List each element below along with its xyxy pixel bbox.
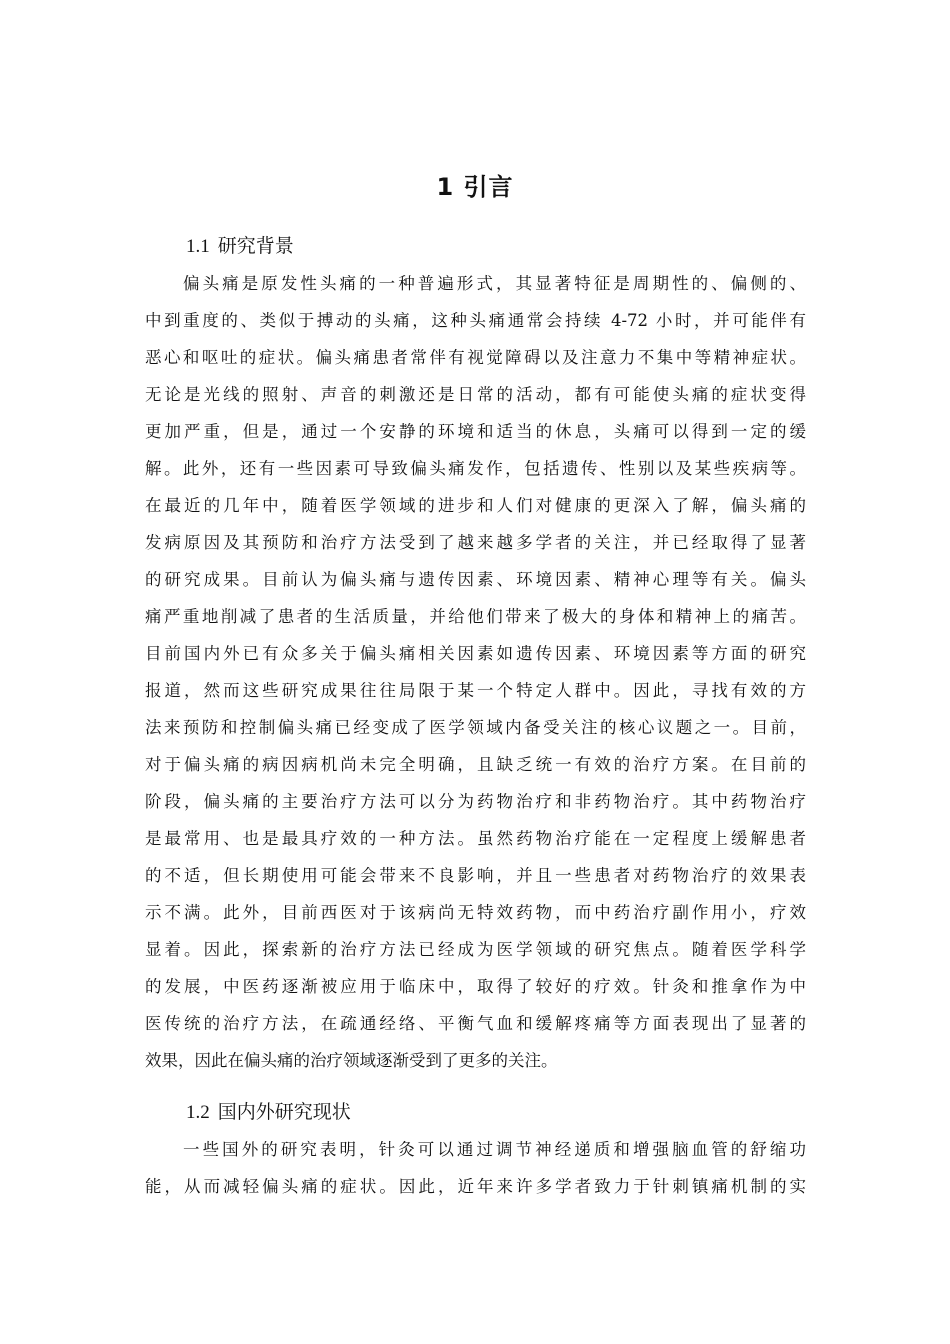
text-line: 显着。因此，探索新的治疗方法已经成为医学领域的研究焦点。随着医学科学	[145, 940, 806, 959]
text-line: 医传统的治疗方法，在疏通经络、平衡气血和缓解疼痛等方面表现出了显著的	[145, 1014, 806, 1033]
text-line: 报道，然而这些研究成果往往局限于某一个特定人群中。因此，寻找有效的方	[145, 681, 806, 700]
text-line: 能，从而减轻偏头痛的症状。因此，近年来许多学者致力于针刺镇痛机制的实	[145, 1177, 806, 1196]
text-line: 无论是光线的照射、声音的刺激还是日常的活动，都有可能使头痛的症状变得	[145, 385, 806, 404]
text-line: 一些国外的研究表明，针灸可以通过调节神经递质和增强脑血管的舒缩功	[183, 1140, 806, 1159]
text-line: 恶心和呕吐的症状。偏头痛患者常伴有视觉障碍以及注意力不集中等精神症状。	[145, 348, 806, 367]
section-heading-1-1	[186, 232, 294, 261]
section-heading-1-2	[186, 1098, 351, 1127]
text-line: 解。此外，还有一些因素可导致偏头痛发作，包括遗传、性别以及某些疾病等。	[145, 459, 806, 478]
text-line: 的发展，中医药逐渐被应用于临床中，取得了较好的疗效。针灸和推拿作为中	[145, 977, 806, 996]
text-line: 中到重度的、类似于搏动的头痛，这种头痛通常会持续 4-72 小时，并可能伴有	[145, 311, 806, 330]
section-title: 研究背景	[217, 235, 294, 257]
text-line: 法来预防和控制偏头痛已经变成了医学领域内备受关注的核心议题之一。目前，	[145, 718, 806, 737]
text-line: 痛严重地削减了患者的生活质量，并给他们带来了极大的身体和精神上的痛苦。	[145, 607, 806, 626]
section-number: 1.2	[186, 1102, 210, 1123]
text-line: 目前国内外已有众多关于偏头痛相关因素如遗传因素、环境因素等方面的研究	[145, 644, 806, 663]
text-line: 在最近的几年中，随着医学领域的进步和人们对健康的更深入了解，偏头痛的	[145, 496, 806, 515]
paragraph-research-background	[145, 265, 806, 1079]
text-line: 效果，因此在偏头痛的治疗领域逐渐受到了更多的关注。	[145, 1051, 558, 1070]
paragraph-research-status	[145, 1131, 806, 1205]
section-number: 1.1	[186, 236, 210, 257]
chapter-title: 1 引言	[436, 173, 514, 201]
text-line: 是最常用、也是最具疗效的一种方法。虽然药物治疗能在一定程度上缓解患者	[145, 829, 806, 848]
text-line: 阶段，偏头痛的主要治疗方法可以分为药物治疗和非药物治疗。其中药物治疗	[145, 792, 806, 811]
text-line: 更加严重，但是，通过一个安静的环境和适当的休息，头痛可以得到一定的缓	[145, 422, 806, 441]
text-line: 示不满。此外，目前西医对于该病尚无特效药物，而中药治疗副作用小，疗效	[145, 903, 806, 922]
text-line: 的不适，但长期使用可能会带来不良影响，并且一些患者对药物治疗的效果表	[145, 866, 806, 885]
text-line: 发病原因及其预防和治疗方法受到了越来越多学者的关注，并已经取得了显著	[145, 533, 806, 552]
section-title: 国内外研究现状	[217, 1101, 351, 1123]
text-line: 对于偏头痛的病因病机尚未完全明确，且缺乏统一有效的治疗方案。在目前的	[145, 755, 806, 774]
text-line: 偏头痛是原发性头痛的一种普遍形式，其显著特征是周期性的、偏侧的、	[183, 274, 806, 293]
text-line: 的研究成果。目前认为偏头痛与遗传因素、环境因素、精神心理等有关。偏头	[145, 570, 806, 589]
